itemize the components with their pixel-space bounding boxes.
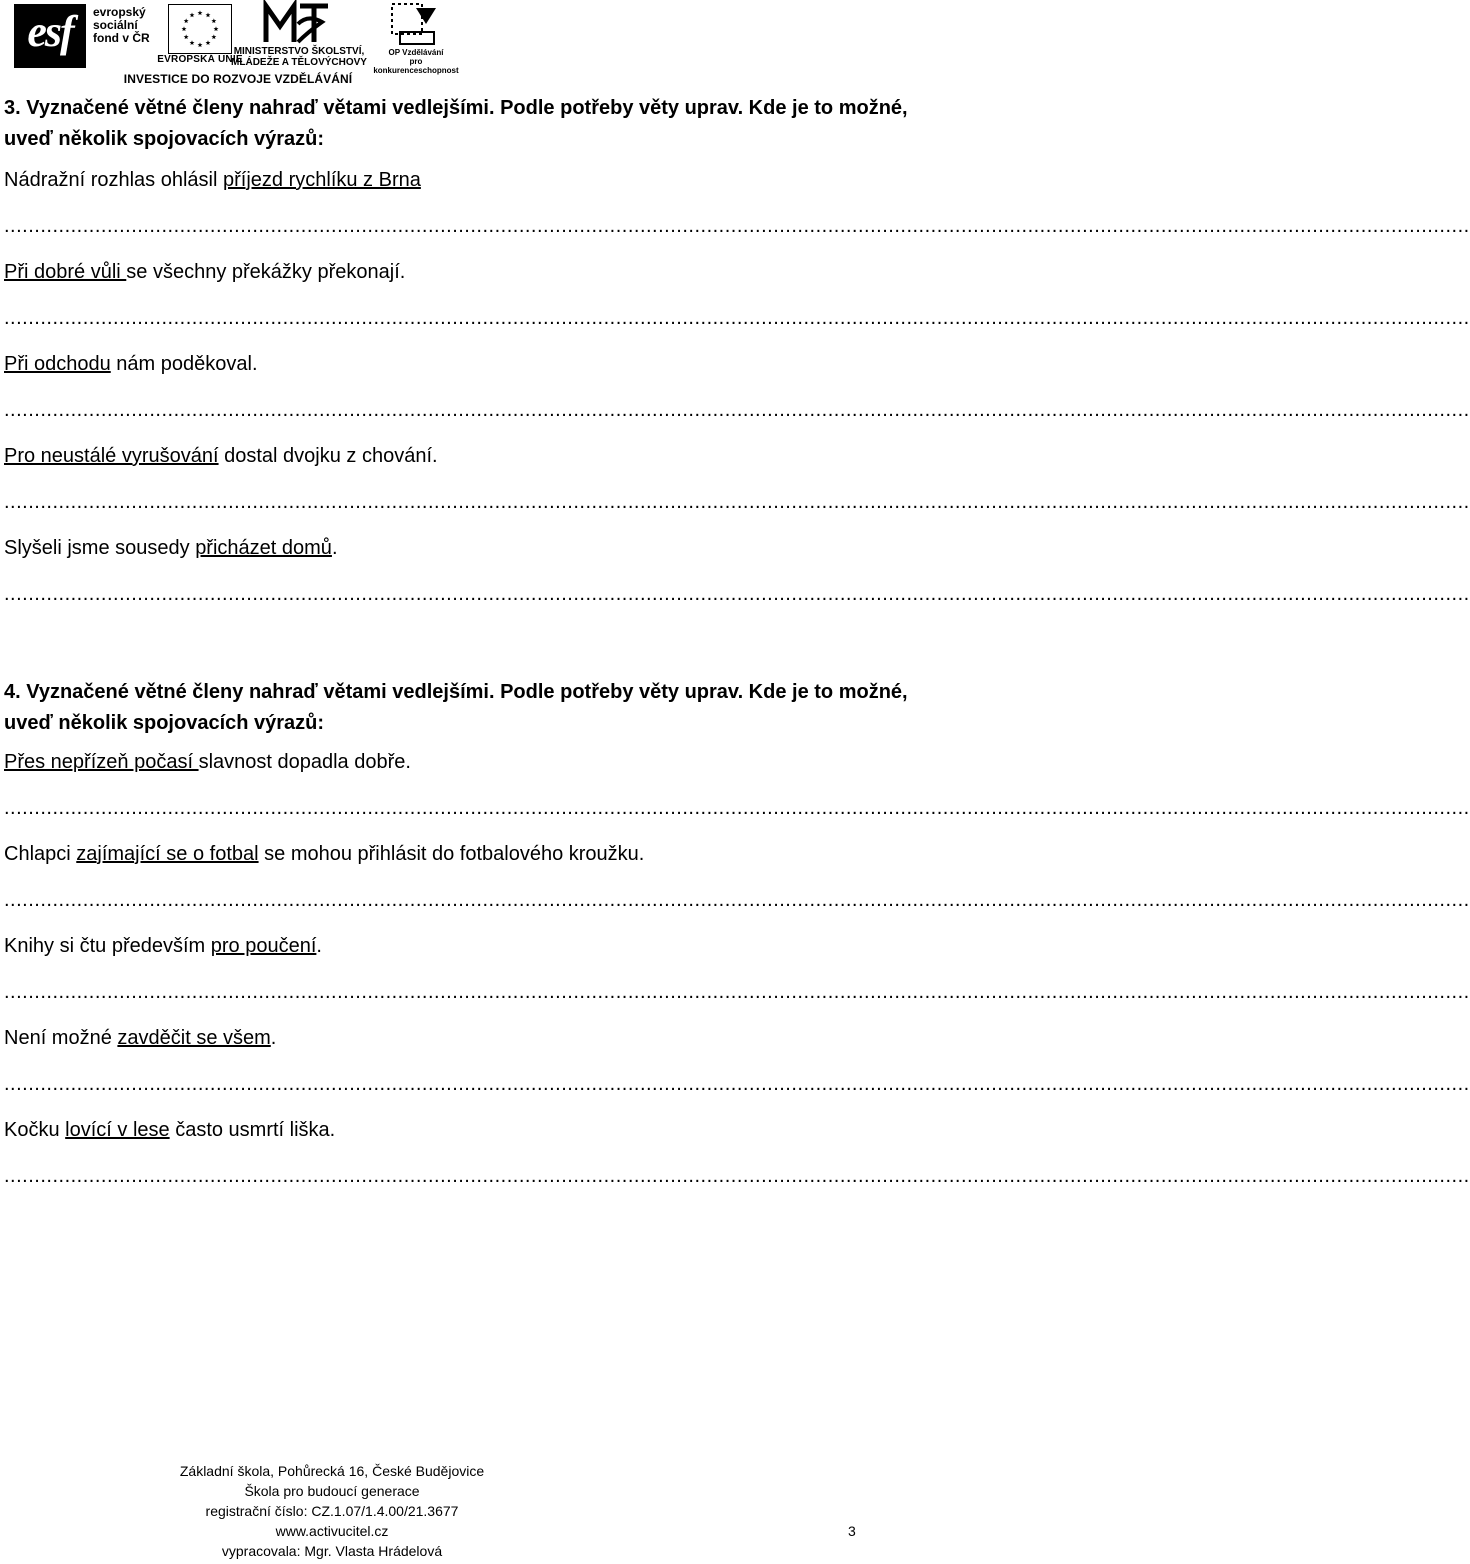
esf-word: evropský — [93, 5, 146, 19]
footer-slogan: Škola pro budoucí generace — [244, 1483, 420, 1499]
highlighted-phrase: Při dobré vůli — [4, 261, 127, 283]
highlighted-phrase: Při odchodu — [4, 353, 111, 375]
sentence-text: často usmrtí liška. — [169, 1119, 336, 1141]
footer-website: www.activucitel.cz — [275, 1523, 389, 1539]
eu-star-icon — [182, 26, 187, 31]
sentence-text: slavnost dopadla dobře. — [198, 751, 411, 773]
highlighted-phrase: přicházet domů — [195, 537, 332, 559]
sentence-text: . — [316, 935, 322, 957]
eu-star-icon — [214, 26, 219, 31]
eu-star-icon — [211, 18, 216, 23]
exercise-sentence — [4, 249, 958, 295]
answer-line[interactable]: .................................................................................................................................................................................................................................................. — [4, 307, 1470, 329]
answer-line[interactable]: .................................................................................................................................................................................................................................................. — [4, 889, 1470, 911]
investice-tagline: INVESTICE DO ROZVOJE VZDĚLÁVÁNÍ — [123, 72, 353, 86]
footer — [0, 1461, 960, 1561]
exercise-sentence — [4, 1015, 958, 1061]
logo-bar — [0, 0, 470, 92]
exercise-sentence — [4, 157, 958, 203]
exercise-sentence — [4, 923, 958, 969]
highlighted-phrase: Pro neustálé vyrušování — [4, 445, 219, 467]
msmt-line: MLÁDEŽE A TĚLOVÝCHOVY — [231, 57, 367, 68]
eu-star-icon — [190, 40, 195, 45]
op-line: OP Vzdělávání — [388, 48, 444, 57]
eu-stars-icon — [169, 5, 231, 53]
footer-school: Základní škola, Pohůrecká 16, České Budějovice — [179, 1463, 485, 1479]
sentence-text: . — [331, 537, 338, 559]
highlighted-phrase: pro poučení — [210, 935, 317, 957]
esf-word: fond v ČR — [93, 31, 150, 45]
esf-logo-words — [93, 6, 163, 45]
sentence-text: . — [270, 1027, 277, 1049]
footer-registration: registrační číslo: CZ.1.07/1.4.00/21.3677 — [205, 1503, 459, 1519]
eu-star-icon — [190, 13, 195, 18]
answer-line[interactable]: .................................................................................................................................................................................................................................................. — [4, 1165, 1470, 1187]
highlighted-phrase: zajímající se o fotbal — [76, 843, 259, 865]
answer-line[interactable]: .................................................................................................................................................................................................................................................. — [4, 583, 1470, 605]
exercise-sentence — [4, 341, 958, 387]
highlighted-phrase: zavděčit se všem — [117, 1027, 271, 1049]
eu-star-icon — [206, 40, 211, 45]
sentence-text: se mohou přihlásit do fotbalového kroužku. — [258, 843, 645, 865]
eu-label: EVROPSKÁ UNIE — [157, 54, 243, 65]
answer-line[interactable]: .................................................................................................................................................................................................................................................. — [4, 797, 1470, 819]
footer-author: vypracovala: Mgr. Vlasta Hrádelová — [221, 1543, 443, 1559]
sentence-text: Nádražní rozhlas ohlásil — [4, 169, 223, 191]
msmt-line: MINISTERSTVO ŠKOLSTVÍ, — [233, 46, 365, 57]
exercise-sentence — [4, 739, 958, 785]
task-3-heading: 3. Vyznačené větné členy nahraď větami vedlejšími. Podle potřeby věty uprav. Kde je to možné, uveď několik spojovacích výrazů: — [4, 97, 908, 150]
sentence-text: Slyšeli jsme sousedy — [4, 537, 196, 559]
sentence-text: Kočku — [4, 1119, 66, 1141]
answer-line[interactable]: .................................................................................................................................................................................................................................................. — [4, 1073, 1470, 1095]
sentence-text: nám poděkoval. — [110, 353, 258, 375]
answer-line[interactable]: .................................................................................................................................................................................................................................................. — [4, 981, 1470, 1003]
esf-word: sociální — [93, 18, 138, 32]
sentence-text: Chlapci — [4, 843, 77, 865]
task-3-exercises — [4, 157, 1470, 617]
eu-flag-icon — [168, 4, 232, 54]
highlighted-phrase: Přes nepřízeň počasí — [4, 751, 199, 773]
eu-star-icon — [211, 34, 216, 39]
sentence-text: dostal dvojku z chování. — [218, 445, 438, 467]
answer-line[interactable]: .................................................................................................................................................................................................................................................. — [4, 215, 1470, 237]
msmt-logo-text — [226, 46, 372, 68]
page-number: 3 — [848, 1523, 856, 1539]
op-logo-text — [366, 48, 466, 75]
sentence-text: Není možné — [4, 1027, 118, 1049]
exercise-sentence — [4, 525, 958, 571]
exercise-sentence — [4, 1107, 958, 1153]
sentence-text: se všechny překážky překonají. — [126, 261, 406, 283]
eu-star-icon — [184, 34, 189, 39]
eu-star-icon — [198, 42, 203, 47]
esf-logo — [14, 4, 86, 68]
op-line: pro konkurenceschopnost — [373, 57, 459, 75]
answer-line[interactable]: .................................................................................................................................................................................................................................................. — [4, 399, 1470, 421]
eu-star-icon — [184, 18, 189, 23]
task-4-heading: 4. Vyznačené větné členy nahraď větami vedlejšími. Podle potřeby věty uprav. Kde je to možné, uveď několik spojovacích výrazů: — [4, 681, 908, 734]
op-logo-icon — [390, 2, 440, 48]
task-4-exercises — [4, 739, 1470, 1199]
exercise-sentence — [4, 433, 958, 479]
worksheet — [4, 93, 1470, 1199]
highlighted-phrase: příjezd rychlíku z Brna — [223, 169, 421, 191]
msmt-logo-icon — [262, 2, 332, 46]
answer-line[interactable]: .................................................................................................................................................................................................................................................. — [4, 491, 1470, 513]
sentence-text: Knihy si čtu především — [4, 935, 211, 957]
exercise-sentence — [4, 831, 958, 877]
esf-logo-text: esf — [27, 7, 73, 56]
section-gap — [4, 617, 958, 677]
eu-star-icon — [198, 10, 203, 15]
highlighted-phrase: lovící v lese — [65, 1119, 170, 1141]
eu-star-icon — [206, 13, 211, 18]
